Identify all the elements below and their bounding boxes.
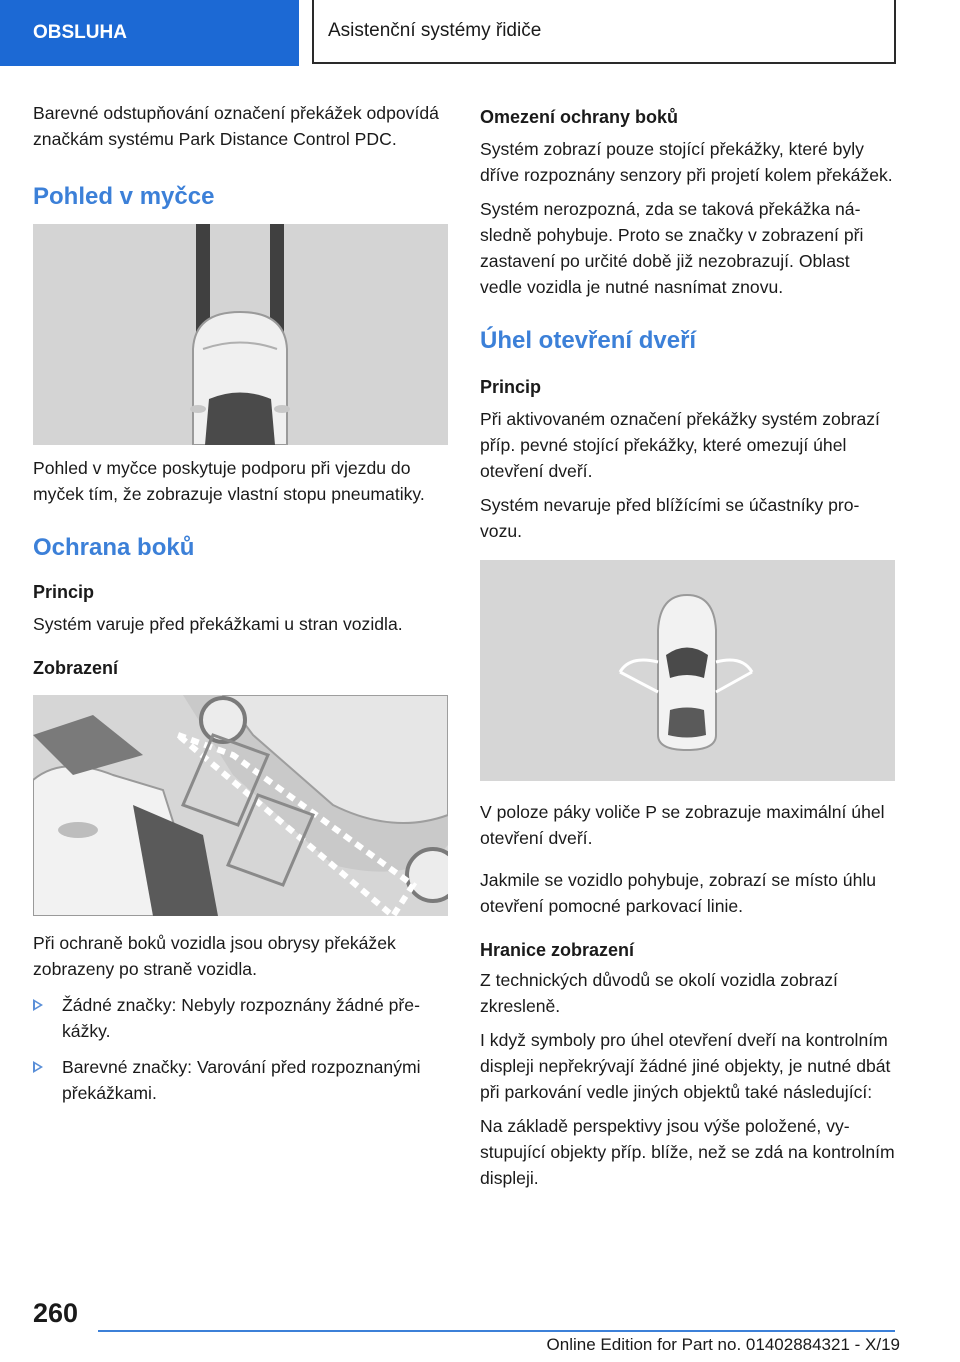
- side-display-text: Při ochraně boků vozidla jsou obrysy překážek zobrazeny po straně vozidla.: [33, 933, 396, 979]
- side-principle-text: Systém varuje před překážkami u stran vozidla.: [33, 614, 403, 634]
- bounds-paragraph-2: I když symboly pro úhel otevření dveří na kontrolním displeji nepřekrývají žádné jiné objekty, je nutné dbát při parkování vedle jiných objektů také následující:: [480, 1030, 891, 1102]
- door-paragraph-1: Při aktivovaném označení překážky systém zobrazí příp. pevné stojící překážky, které omezují úhel otevření dveří.: [480, 409, 880, 481]
- footer-divider: [98, 1330, 895, 1332]
- limit-paragraph-1: Systém zobrazí pouze stojící překážky, které byly dříve rozpoznány senzory při projetí kolem překážek.: [480, 139, 893, 185]
- heading-side-protection: Ochrana boků: [33, 534, 195, 561]
- subheading-display-limits: Hranice zobrazení: [480, 940, 635, 960]
- figure-car-wash: [33, 224, 448, 445]
- figure-door-angle: [480, 560, 895, 781]
- door-paragraph-4: Jakmile se vozidlo pohybuje, zobrazí se místo úhlu otevření pomocné parkovací linie.: [480, 870, 877, 916]
- subheading-side-limits: Omezení ochrany boků: [480, 107, 679, 127]
- subheading-display: Zobrazení: [33, 658, 119, 678]
- subheading-principle-door: Princip: [480, 377, 542, 397]
- bullet-item: [33, 992, 448, 1044]
- door-paragraph-3: V poloze páky voliče P se zobrazuje maximální úhel otevření dveří.: [480, 802, 885, 848]
- side-protection-illustration: [33, 695, 448, 916]
- section-label: OBSLUHA: [0, 0, 299, 66]
- chapter-title: Asistenční systémy řidiče: [312, 0, 896, 64]
- bullet-item: [33, 1054, 448, 1106]
- intro-paragraph: Barevné odstupňování označení překážek odpovídá značkám systému Park Distance Control PDC.: [33, 103, 439, 149]
- left-column: [33, 100, 448, 1116]
- heading-door-angle: Úhel otevření dveří: [480, 327, 697, 354]
- page-header: [0, 0, 960, 66]
- door-angle-illustration: [480, 560, 895, 781]
- car-wash-illustration: [33, 224, 448, 445]
- triangle-bullet-icon: [33, 1061, 43, 1073]
- page-number: 260: [33, 1298, 79, 1328]
- limit-paragraph-2: Systém nerozpozná, zda se taková překážka následně pohybuje. Proto se značky v zobrazení při zastavení po určité době již nezobrazují. Oblast vedle vozidla je nutné nasnímat znovu.: [480, 199, 864, 297]
- door-paragraph-2: Systém nevaruje před blížícími se účastníky provozu.: [480, 495, 860, 541]
- heading-wash-view: Pohled v myčce: [33, 183, 215, 210]
- figure-side-protection: [33, 695, 448, 916]
- footer-edition: Online Edition for Part no. 01402884321 - X/19: [546, 1335, 900, 1354]
- bounds-paragraph-1: Z technických důvodů se okolí vozidla zobrazí zkresleně.: [480, 970, 838, 1016]
- right-column: [480, 104, 895, 1191]
- bullet-text: Žádné značky: Nebyly rozpoznány žádné překážky.: [62, 995, 420, 1041]
- subheading-principle: Princip: [33, 582, 95, 602]
- bounds-paragraph-3: Na základě perspektivy jsou výše položené, vystupující objekty příp. blíže, než se zdá na kontrolním displeji.: [480, 1116, 895, 1188]
- triangle-bullet-icon: [33, 999, 43, 1011]
- display-bullet-list: [33, 992, 448, 1106]
- bullet-text: Barevné značky: Varování před rozpoznanými překážkami.: [62, 1057, 421, 1103]
- wash-description: Pohled v myčce poskytuje podporu při vjezdu do myček tím, že zobrazuje vlastní stopu pneumatiky.: [33, 458, 425, 504]
